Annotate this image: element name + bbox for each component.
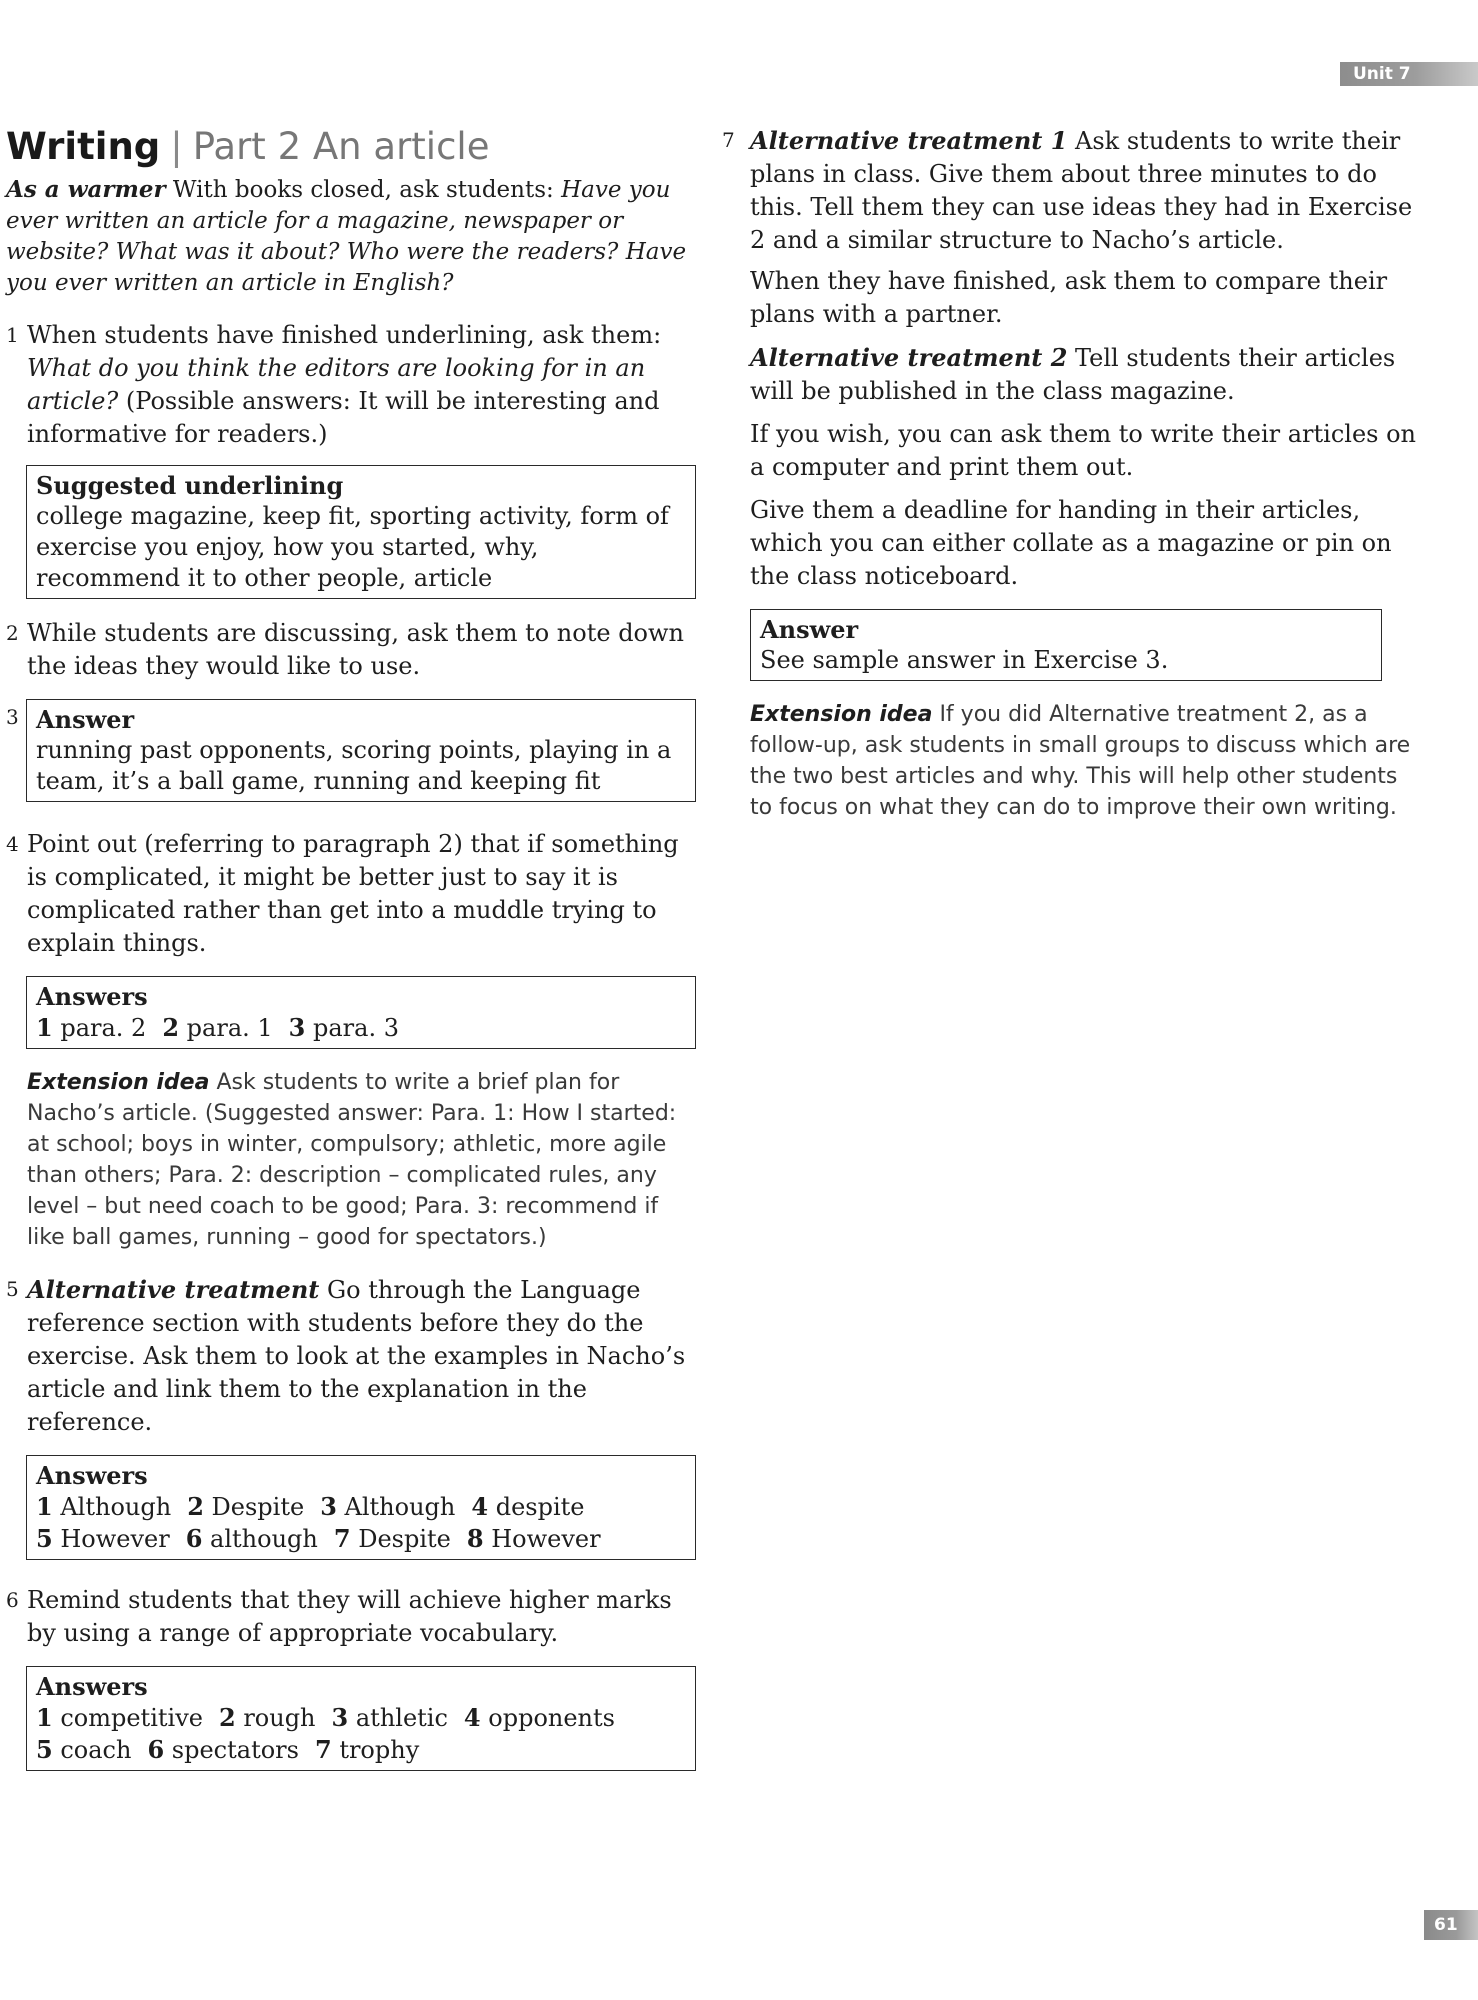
answer-cell [36, 1525, 170, 1553]
answer-value: Despite [211, 1493, 305, 1521]
answer-cell [320, 1493, 455, 1521]
extension-text: Ask students to write a brief plan for Nacho’s article. (Suggested answer: Para. 1: How I started: at school; boys in winter, compulsory; athletic, more agile than others; Para. 2: description – complicated rules, any level – but need coach to be good; Para. 3: recommend if like ball games, running – good for spectators.) [27, 1070, 677, 1250]
answer-number: 8 [466, 1524, 484, 1553]
answer-cell [187, 1493, 304, 1521]
extension-text: If you did Alternative treatment 2, as a follow-up, ask students in small groups to discuss which are the two best articles and why. This will help other students to focus on what they can do to improve their own writing. [750, 702, 1411, 820]
answer-box-7 [750, 609, 1382, 681]
box-title: Suggested underlining [36, 471, 344, 500]
item-number: 2 [6, 621, 19, 645]
exercise-item-6 [6, 1584, 696, 1650]
answer-row [36, 1734, 686, 1766]
extension-label: Extension idea [27, 1070, 210, 1095]
answer-number: 2 [162, 1013, 180, 1042]
answer-value: Although [60, 1493, 172, 1521]
answer-value: opponents [488, 1704, 615, 1732]
answer-number: 3 [288, 1013, 306, 1042]
item-7-text-4: If you wish, you can ask them to write their articles on a computer and print them out. [750, 420, 1416, 481]
answer-number: 5 [36, 1524, 53, 1553]
answer-cell [36, 1704, 203, 1732]
answer-number: 3 [331, 1703, 349, 1732]
answer-value: Although [344, 1493, 456, 1521]
answer-value: para. 1 [186, 1014, 273, 1042]
item-7-label-2: Alternative treatment 2 [750, 343, 1068, 372]
box-title: Answers [36, 1672, 148, 1701]
item-7-text-5: Give them a deadline for handing in their articles, which you can either collate as a magazine or pin on the class noticeboard. [750, 496, 1392, 590]
answer-cell [36, 1493, 171, 1521]
page-number: 61 [1424, 1910, 1478, 1940]
exercise-item-2 [6, 617, 696, 683]
answer-cell [289, 1014, 399, 1042]
item-number: 1 [6, 323, 19, 347]
answer-number: 2 [187, 1492, 204, 1521]
answer-value: Despite [358, 1525, 451, 1553]
extension-idea-2 [750, 699, 1422, 823]
box-text: college magazine, keep fit, sporting activity, form of exercise you enjoy, how you started, why, recommend it to other people, article [36, 502, 669, 592]
answer-number: 6 [185, 1524, 203, 1553]
exercise-item-1 [6, 319, 696, 451]
answer-number: 7 [314, 1735, 332, 1764]
answer-row [36, 1702, 686, 1734]
answer-value: spectators [171, 1736, 299, 1764]
exercise-item-4 [6, 828, 696, 960]
item-6-text: Remind students that they will achieve higher marks by using a range of appropriate vocabulary. [27, 1586, 672, 1647]
box-title: Answer [36, 705, 135, 734]
answer-cell [147, 1736, 299, 1764]
warmer-label: As a warmer [6, 176, 166, 203]
answer-value: para. 2 [60, 1014, 147, 1042]
answer-value: However [491, 1525, 601, 1553]
extension-idea-1 [27, 1067, 696, 1253]
exercise-item-7 [722, 124, 1422, 257]
answer-row [36, 1523, 686, 1555]
answer-cell [162, 1014, 272, 1042]
answer-value: despite [495, 1493, 585, 1521]
answer-box-3 [26, 699, 696, 802]
answer-value: competitive [60, 1704, 203, 1732]
item-5-text: Alternative treatment Go through the Language reference section with students before they do the exercise. Ask them to look at the examples in Nacho’s article and link them to the explanation in the reference. [27, 1275, 686, 1436]
answer-number: 2 [218, 1703, 236, 1732]
answer-cell [36, 1736, 131, 1764]
answer-value: para. 3 [313, 1014, 399, 1042]
unit-tab: Unit 7 [1340, 62, 1478, 86]
answer-value: However [60, 1525, 170, 1553]
answer-number: 1 [36, 1013, 53, 1042]
answer-number: 4 [471, 1492, 489, 1521]
exercise-item-3 [6, 699, 696, 802]
box-text: See sample answer in Exercise 3. [760, 646, 1169, 674]
answer-value: although [210, 1525, 318, 1553]
answer-value: athletic [355, 1704, 448, 1732]
answer-cell [467, 1525, 601, 1553]
item-7-text-3: Alternative treatment 2 Tell students their articles will be published in the class magazine. [750, 343, 1396, 405]
box-text: running past opponents, scoring points, playing in a team, it’s a ball game, running and keeping fit [36, 736, 672, 795]
item-1-question: What do you think the editors are looking for in an article? [27, 354, 646, 415]
item-number: 4 [6, 832, 19, 856]
answer-number: 1 [36, 1492, 53, 1521]
item-number: 3 [6, 705, 19, 729]
answer-value: coach [60, 1736, 132, 1764]
item-7-label-1: Alternative treatment 1 [750, 126, 1068, 155]
answer-number: 7 [333, 1524, 351, 1553]
answer-number: 4 [463, 1703, 481, 1732]
extension-label: Extension idea [750, 702, 933, 727]
item-number: 5 [6, 1277, 19, 1301]
answer-number: 5 [36, 1735, 53, 1764]
answer-cell [219, 1704, 316, 1732]
item-number: 7 [722, 128, 735, 152]
item-4-text: Point out (referring to paragraph 2) that if something is complicated, it might be better just to say it is complicated rather than get into a muddle trying to explain things. [27, 830, 679, 957]
answer-cell [186, 1525, 318, 1553]
heading-main: Writing [6, 125, 161, 168]
answers-box-5 [26, 1455, 696, 1560]
item-7-text-1: Alternative treatment 1 Ask students to write their plans in class. Give them about three minutes to do this. Tell them they can use ideas they had in Exercise 2 and a similar structure to Nacho’s article. [750, 126, 1413, 254]
warmer-text: With books closed, ask students: [165, 177, 562, 203]
exercise-item-5 [6, 1273, 696, 1439]
answer-number: 1 [36, 1703, 53, 1732]
box-title: Answer [760, 615, 859, 644]
warmer-question: Have you ever written an article for a magazine, newspaper or website? What was it about? Who were the readers? Have you ever written an article in English? [6, 177, 687, 296]
item-number: 6 [6, 1588, 19, 1612]
item-1-text: When students have finished underlining, ask them: What do you think the editors are looking for in an article? (Possible answers: It will be interesting and informative for readers.) [27, 321, 662, 448]
answer-cell [332, 1704, 448, 1732]
warmer-paragraph [6, 174, 696, 299]
answer-cell [464, 1704, 615, 1732]
answers-box-6 [26, 1666, 696, 1771]
answer-cell [471, 1493, 584, 1521]
answer-number: 6 [147, 1735, 165, 1764]
box-title: Answers [36, 982, 148, 1011]
suggested-underlining-box [26, 465, 696, 599]
left-column [6, 122, 696, 1789]
answer-cell [315, 1736, 419, 1764]
heading-sub: Part 2 An article [192, 125, 490, 168]
heading-separator: | [170, 125, 183, 168]
answer-number: 3 [320, 1492, 337, 1521]
box-title: Answers [36, 1461, 148, 1490]
page-heading [6, 122, 696, 172]
answer-value: rough [243, 1704, 316, 1732]
answer-row [36, 1012, 686, 1044]
item-7-text-2: When they have finished, ask them to compare their plans with a partner. [750, 267, 1388, 328]
answer-row [36, 1491, 686, 1523]
right-column [722, 124, 1422, 843]
answer-cell [36, 1014, 146, 1042]
answer-value: trophy [339, 1736, 420, 1764]
item-2-text: While students are discussing, ask them to note down the ideas they would like to use. [27, 619, 684, 680]
answers-box-4 [26, 976, 696, 1049]
answer-cell [334, 1525, 451, 1553]
item-5-label: Alternative treatment [27, 1275, 320, 1304]
